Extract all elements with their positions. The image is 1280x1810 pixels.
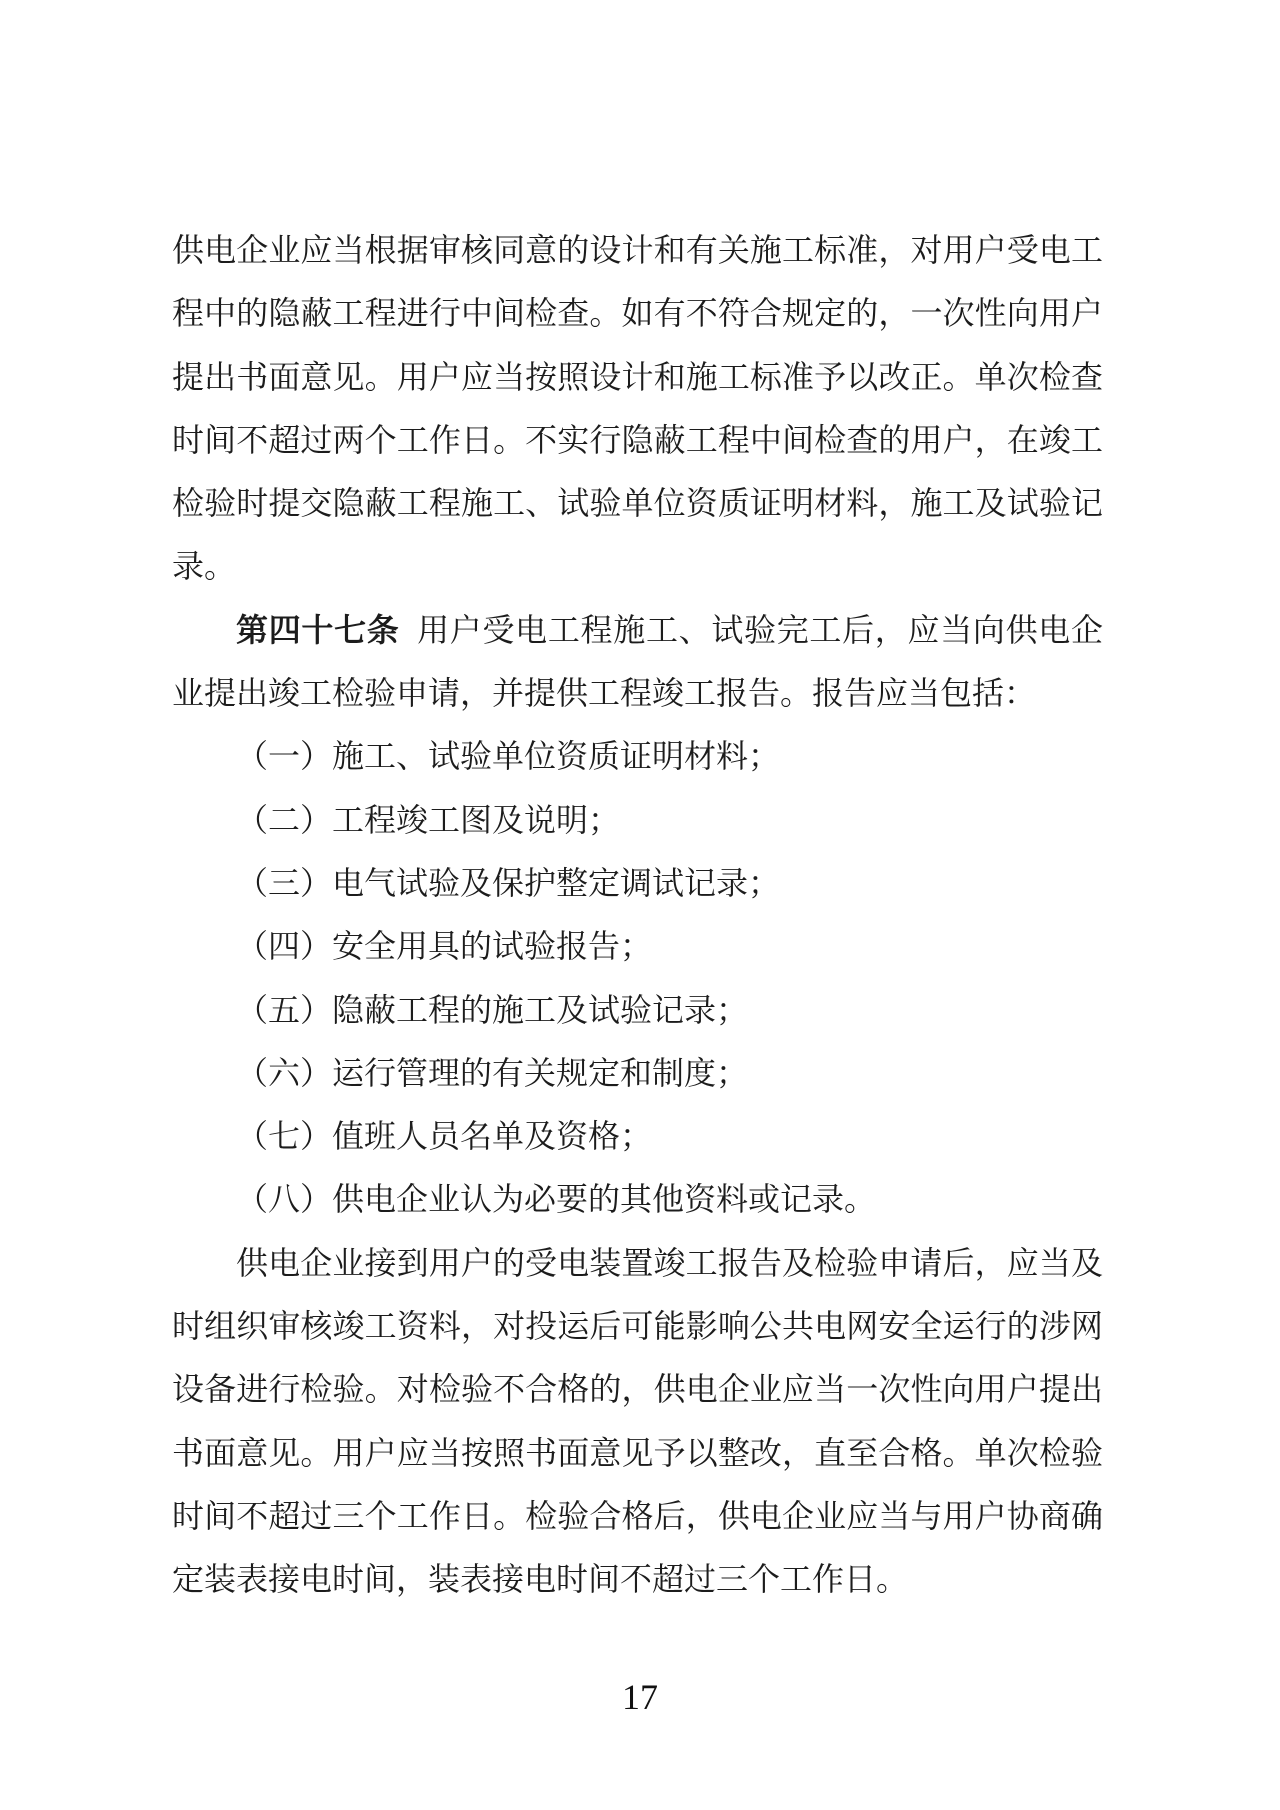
text-line: 供电企业应当根据审核同意的设计和有关施工标准，对用户受电工: [172, 232, 1103, 268]
text-line: （五）隐蔽工程的施工及试验记录；: [236, 991, 749, 1028]
text-line: （一）施工、试验单位资质证明材料；: [236, 738, 781, 775]
article-number: 第四十七条: [236, 611, 400, 648]
text-line: （二）工程竣工图及说明；: [236, 801, 621, 838]
text-line: 时组织审核竣工资料，对投运后可能影响公共电网安全运行的涉网: [172, 1308, 1103, 1345]
text-line: （四）安全用具的试验报告；: [236, 928, 653, 965]
text-line: 检验时提交隐蔽工程施工、试验单位资质证明材料，施工及试验记: [172, 485, 1103, 522]
text-line: 时间不超过两个工作日。不实行隐蔽工程中间检查的用户，在竣工: [172, 421, 1103, 458]
text-line: 录。: [172, 548, 237, 585]
text-line: 程中的隐蔽工程进行中间检查。如有不符合规定的，一次性向用户: [172, 295, 1103, 332]
page-number: 17: [622, 1677, 658, 1717]
text-line: （三）电气试验及保护整定调试记录；: [236, 864, 781, 901]
text-line: 提出书面意见。用户应当按照设计和施工标准予以改正。单次检查: [172, 358, 1103, 395]
text-line: 设备进行检验。对检验不合格的，供电企业应当一次性向用户提出: [172, 1371, 1103, 1408]
text-line: （八）供电企业认为必要的其他资料或记录。: [236, 1181, 877, 1218]
text-line: （六）运行管理的有关规定和制度；: [236, 1054, 749, 1091]
text-line: 第四十七条 用户受电工程施工、试验完工后，应当向供电企: [236, 611, 1103, 648]
text-line: 业提出竣工检验申请，并提供工程竣工报告。报告应当包括：: [172, 675, 1037, 712]
document-body: [172, 219, 1103, 1612]
text-line: （七）值班人员名单及资格；: [236, 1118, 653, 1155]
text-line: 定装表接电时间，装表接电时间不超过三个工作日。: [172, 1561, 909, 1598]
text-line: 书面意见。用户应当按照书面意见予以整改，直至合格。单次检验: [172, 1434, 1103, 1471]
text-line: 供电企业接到用户的受电装置竣工报告及检验申请后，应当及: [236, 1244, 1103, 1281]
text-line: 时间不超过三个工作日。检验合格后，供电企业应当与用户协商确: [172, 1497, 1103, 1534]
